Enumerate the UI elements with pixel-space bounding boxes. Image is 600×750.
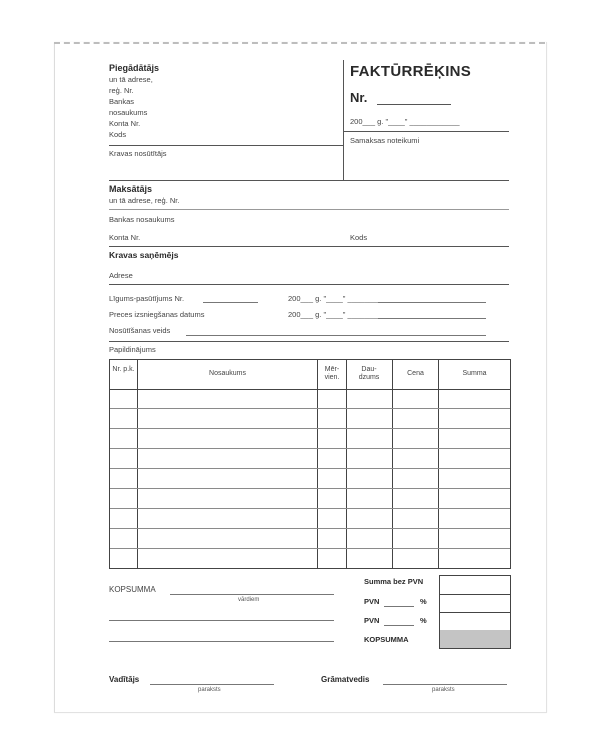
header-divider (343, 60, 344, 180)
table-header-rule (110, 389, 510, 390)
vat-percent: % (420, 616, 427, 625)
invoice-header-rule (343, 131, 509, 132)
vat-rate-line (384, 606, 414, 607)
supplier-line: Kods (109, 130, 127, 139)
supplier-line: reģ. Nr. (109, 86, 134, 95)
col-header-unit: Mēr-vien. (324, 366, 340, 381)
table-row (110, 548, 510, 549)
shipping-line (186, 335, 486, 336)
supplier-title: Piegādātājs (109, 63, 160, 73)
in-words-hint: vārdiem (238, 597, 260, 603)
cargo-sender-label: Kravas nosūtītājs (109, 149, 167, 158)
totals-box-rule (440, 612, 510, 613)
col-header-sum: Summa (462, 370, 487, 377)
col-header-quantity: Dau-dzums (358, 366, 380, 381)
payer-bank-label: Bankas nosaukums (109, 215, 175, 224)
contract-number-line (203, 302, 258, 303)
sum-without-vat-label: Summa bez PVN (364, 577, 424, 586)
col-header-price: Cena (407, 370, 424, 377)
grand-total-box (440, 630, 510, 648)
issue-date-line: 200___ g. "____" __________ (288, 310, 390, 319)
perforation-edge (54, 42, 545, 44)
payer-rule (109, 209, 509, 210)
total-words-line (109, 620, 334, 621)
supplier-line: Bankas (109, 97, 135, 106)
col-header-name: Nosaukums (209, 370, 246, 377)
table-column-divider (137, 360, 138, 568)
shipping-label: Nosūtīšanas veids (109, 326, 171, 335)
vat-percent: % (420, 597, 427, 606)
payer-bottom-rule (109, 246, 509, 247)
col-header-number: Nr. p.k. (112, 366, 135, 373)
total-words-line (170, 594, 334, 595)
supplier-line: Konta Nr. (109, 119, 141, 128)
manager-signature-hint: paraksts (198, 687, 221, 693)
supplier-line-rule (109, 145, 343, 146)
contract-date-line: 200___ g. "____" __________ (288, 294, 390, 303)
totals-boxes (439, 575, 511, 649)
vat-rate-line (384, 625, 414, 626)
table-column-divider (392, 360, 393, 568)
contract-extra-line (378, 302, 486, 303)
receiver-rule (109, 284, 509, 285)
payer-address-label: un tā adrese, reģ. Nr. (109, 196, 180, 205)
table-row (110, 408, 510, 409)
table-row (110, 428, 510, 429)
table-row (110, 488, 510, 489)
accountant-signature-hint: paraksts (432, 687, 455, 693)
issue-extra-line (378, 318, 486, 319)
vat-label: PVN (364, 616, 380, 625)
vat-label: PVN (364, 597, 380, 606)
payer-title: Maksātājs (109, 184, 153, 194)
contract-label: Līgums-pasūtījums Nr. (109, 294, 185, 303)
table-row (110, 448, 510, 449)
manager-signature-line (150, 684, 274, 685)
receiver-title: Kravas saņēmējs (109, 250, 179, 260)
table-column-divider (438, 360, 439, 568)
table-row (110, 468, 510, 469)
supplier-line: un tā adrese, (109, 75, 153, 84)
table-row (110, 508, 510, 509)
payer-account-label: Konta Nr. (109, 233, 141, 242)
totals-box-rule (440, 594, 510, 595)
additional-label: Papildinājums (109, 345, 156, 354)
accountant-signature-line (383, 684, 507, 685)
invoice-title: FAKTŪRRĒĶINS (350, 63, 472, 80)
payment-terms-label: Samaksas noteikumi (350, 136, 420, 145)
receiver-address-label: Adrese (109, 271, 133, 280)
manager-label: Vadītājs (109, 675, 140, 684)
accountant-label: Grāmatvedis (321, 675, 370, 684)
invoice-number-line (377, 104, 451, 105)
table-row (110, 528, 510, 529)
table-column-divider (317, 360, 318, 568)
grand-total-label: KOPSUMMA (364, 635, 409, 644)
section-rule (109, 180, 509, 181)
invoice-date-line: 200___ g. "____" ____________ (350, 117, 460, 126)
supplier-line: nosaukums (109, 108, 148, 117)
total-label: KOPSUMMA (109, 585, 156, 594)
invoice-number-label: Nr. (350, 90, 368, 105)
total-words-line (109, 641, 334, 642)
details-rule (109, 341, 509, 342)
payer-code-label: Kods (350, 233, 368, 242)
items-table (109, 359, 511, 569)
issue-date-label: Preces izsniegšanas datums (109, 310, 205, 319)
table-column-divider (346, 360, 347, 568)
